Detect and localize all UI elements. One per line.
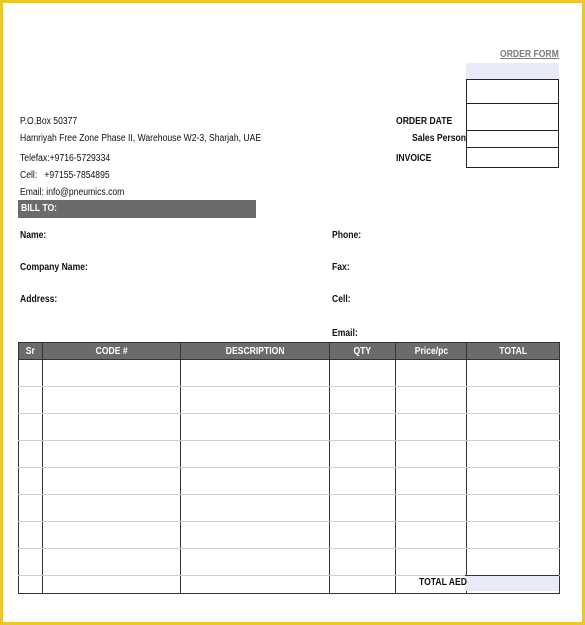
- cell-total[interactable]: [467, 468, 560, 495]
- invoice-label: INVOICE: [396, 153, 432, 164]
- cell-code[interactable]: [43, 387, 181, 414]
- bill-email-label: Email:: [332, 328, 358, 339]
- cell-description[interactable]: [181, 549, 330, 576]
- bill-phone-label: Phone:: [332, 230, 362, 241]
- cell-code[interactable]: [43, 522, 181, 549]
- bill-company-label: Company Name:: [20, 262, 88, 273]
- col-header-price: Price/pc: [396, 343, 467, 360]
- cell-sr[interactable]: [19, 441, 43, 468]
- sales-person-field[interactable]: [466, 130, 559, 147]
- cell-code[interactable]: [43, 495, 181, 522]
- table-row: [19, 522, 560, 549]
- cell-price[interactable]: [396, 441, 467, 468]
- cell-description[interactable]: [181, 576, 330, 594]
- order-date-field[interactable]: [466, 103, 559, 130]
- table-row: [19, 387, 560, 414]
- cell-qty[interactable]: [330, 522, 396, 549]
- cell-code[interactable]: [43, 576, 181, 594]
- table-row: [19, 360, 560, 387]
- cell-description[interactable]: [181, 495, 330, 522]
- cell-description[interactable]: [181, 522, 330, 549]
- cell-price[interactable]: [396, 549, 467, 576]
- order-form-box-1[interactable]: [466, 79, 559, 103]
- cell-sr[interactable]: [19, 549, 43, 576]
- cell-price[interactable]: [396, 414, 467, 441]
- order-form-shade: [466, 63, 559, 79]
- cell-description[interactable]: [181, 387, 330, 414]
- cell-total[interactable]: [467, 522, 560, 549]
- invoice-field[interactable]: [466, 147, 559, 168]
- cell-sr[interactable]: [19, 414, 43, 441]
- cell-code[interactable]: [43, 468, 181, 495]
- table-row: [19, 468, 560, 495]
- bill-fax-label: Fax:: [332, 262, 350, 273]
- order-form-title: ORDER FORM: [500, 49, 559, 60]
- cell-qty[interactable]: [330, 360, 396, 387]
- cell-sr[interactable]: [19, 495, 43, 522]
- items-table: [18, 342, 560, 594]
- cell-price[interactable]: [396, 522, 467, 549]
- cell-total[interactable]: [467, 441, 560, 468]
- cell-code[interactable]: [43, 360, 181, 387]
- table-row: [19, 495, 560, 522]
- cell-description[interactable]: [181, 441, 330, 468]
- cell-description[interactable]: [181, 468, 330, 495]
- cell-price[interactable]: [396, 387, 467, 414]
- cell-total[interactable]: [467, 495, 560, 522]
- cell-qty[interactable]: [330, 576, 396, 594]
- bill-name-label: Name:: [20, 230, 47, 241]
- cell-total[interactable]: [467, 414, 560, 441]
- col-header-description: DESCRIPTION: [181, 343, 330, 360]
- cell-sr[interactable]: [19, 360, 43, 387]
- total-aed-value[interactable]: [465, 575, 559, 591]
- col-header-qty: QTY: [330, 343, 396, 360]
- cell-sr[interactable]: [19, 576, 43, 594]
- company-po-box: P.O.Box 50377: [20, 116, 78, 127]
- cell-total[interactable]: [467, 387, 560, 414]
- cell-qty[interactable]: [330, 387, 396, 414]
- table-header-row: [19, 343, 560, 360]
- bill-cell-label: Cell:: [332, 294, 351, 305]
- order-date-label: ORDER DATE: [396, 116, 453, 127]
- cell-qty[interactable]: [330, 549, 396, 576]
- col-header-code: CODE #: [43, 343, 181, 360]
- cell-code[interactable]: [43, 549, 181, 576]
- table-row: [19, 414, 560, 441]
- cell-code[interactable]: [43, 441, 181, 468]
- cell-qty[interactable]: [330, 468, 396, 495]
- table-row: [19, 441, 560, 468]
- table-row: [19, 549, 560, 576]
- cell-code[interactable]: [43, 414, 181, 441]
- total-aed-label: TOTAL AED: [419, 577, 467, 588]
- company-telefax: Telefax:+9716-5729334: [20, 153, 111, 164]
- cell-description[interactable]: [181, 414, 330, 441]
- company-email: Email: info@pneumics.com: [20, 187, 125, 198]
- cell-qty[interactable]: [330, 495, 396, 522]
- cell-total[interactable]: [467, 360, 560, 387]
- cell-qty[interactable]: [330, 414, 396, 441]
- cell-price[interactable]: [396, 360, 467, 387]
- cell-price[interactable]: [396, 495, 467, 522]
- cell-sr[interactable]: [19, 522, 43, 549]
- bill-to-title: BILL TO:: [21, 203, 57, 214]
- bill-to-header: [18, 200, 256, 218]
- cell-total[interactable]: [467, 549, 560, 576]
- company-cell: Cell: +97155-7854895: [20, 170, 110, 181]
- cell-price[interactable]: [396, 468, 467, 495]
- col-header-sr: Sr: [19, 343, 43, 360]
- company-address: Hamriyah Free Zone Phase II, Warehouse W2-3, Sharjah, UAE: [20, 133, 262, 144]
- sales-person-label: Sales Person: [412, 133, 467, 144]
- bill-address-label: Address:: [20, 294, 58, 305]
- cell-qty[interactable]: [330, 441, 396, 468]
- col-header-total: TOTAL: [467, 343, 560, 360]
- cell-sr[interactable]: [19, 387, 43, 414]
- cell-description[interactable]: [181, 360, 330, 387]
- cell-sr[interactable]: [19, 468, 43, 495]
